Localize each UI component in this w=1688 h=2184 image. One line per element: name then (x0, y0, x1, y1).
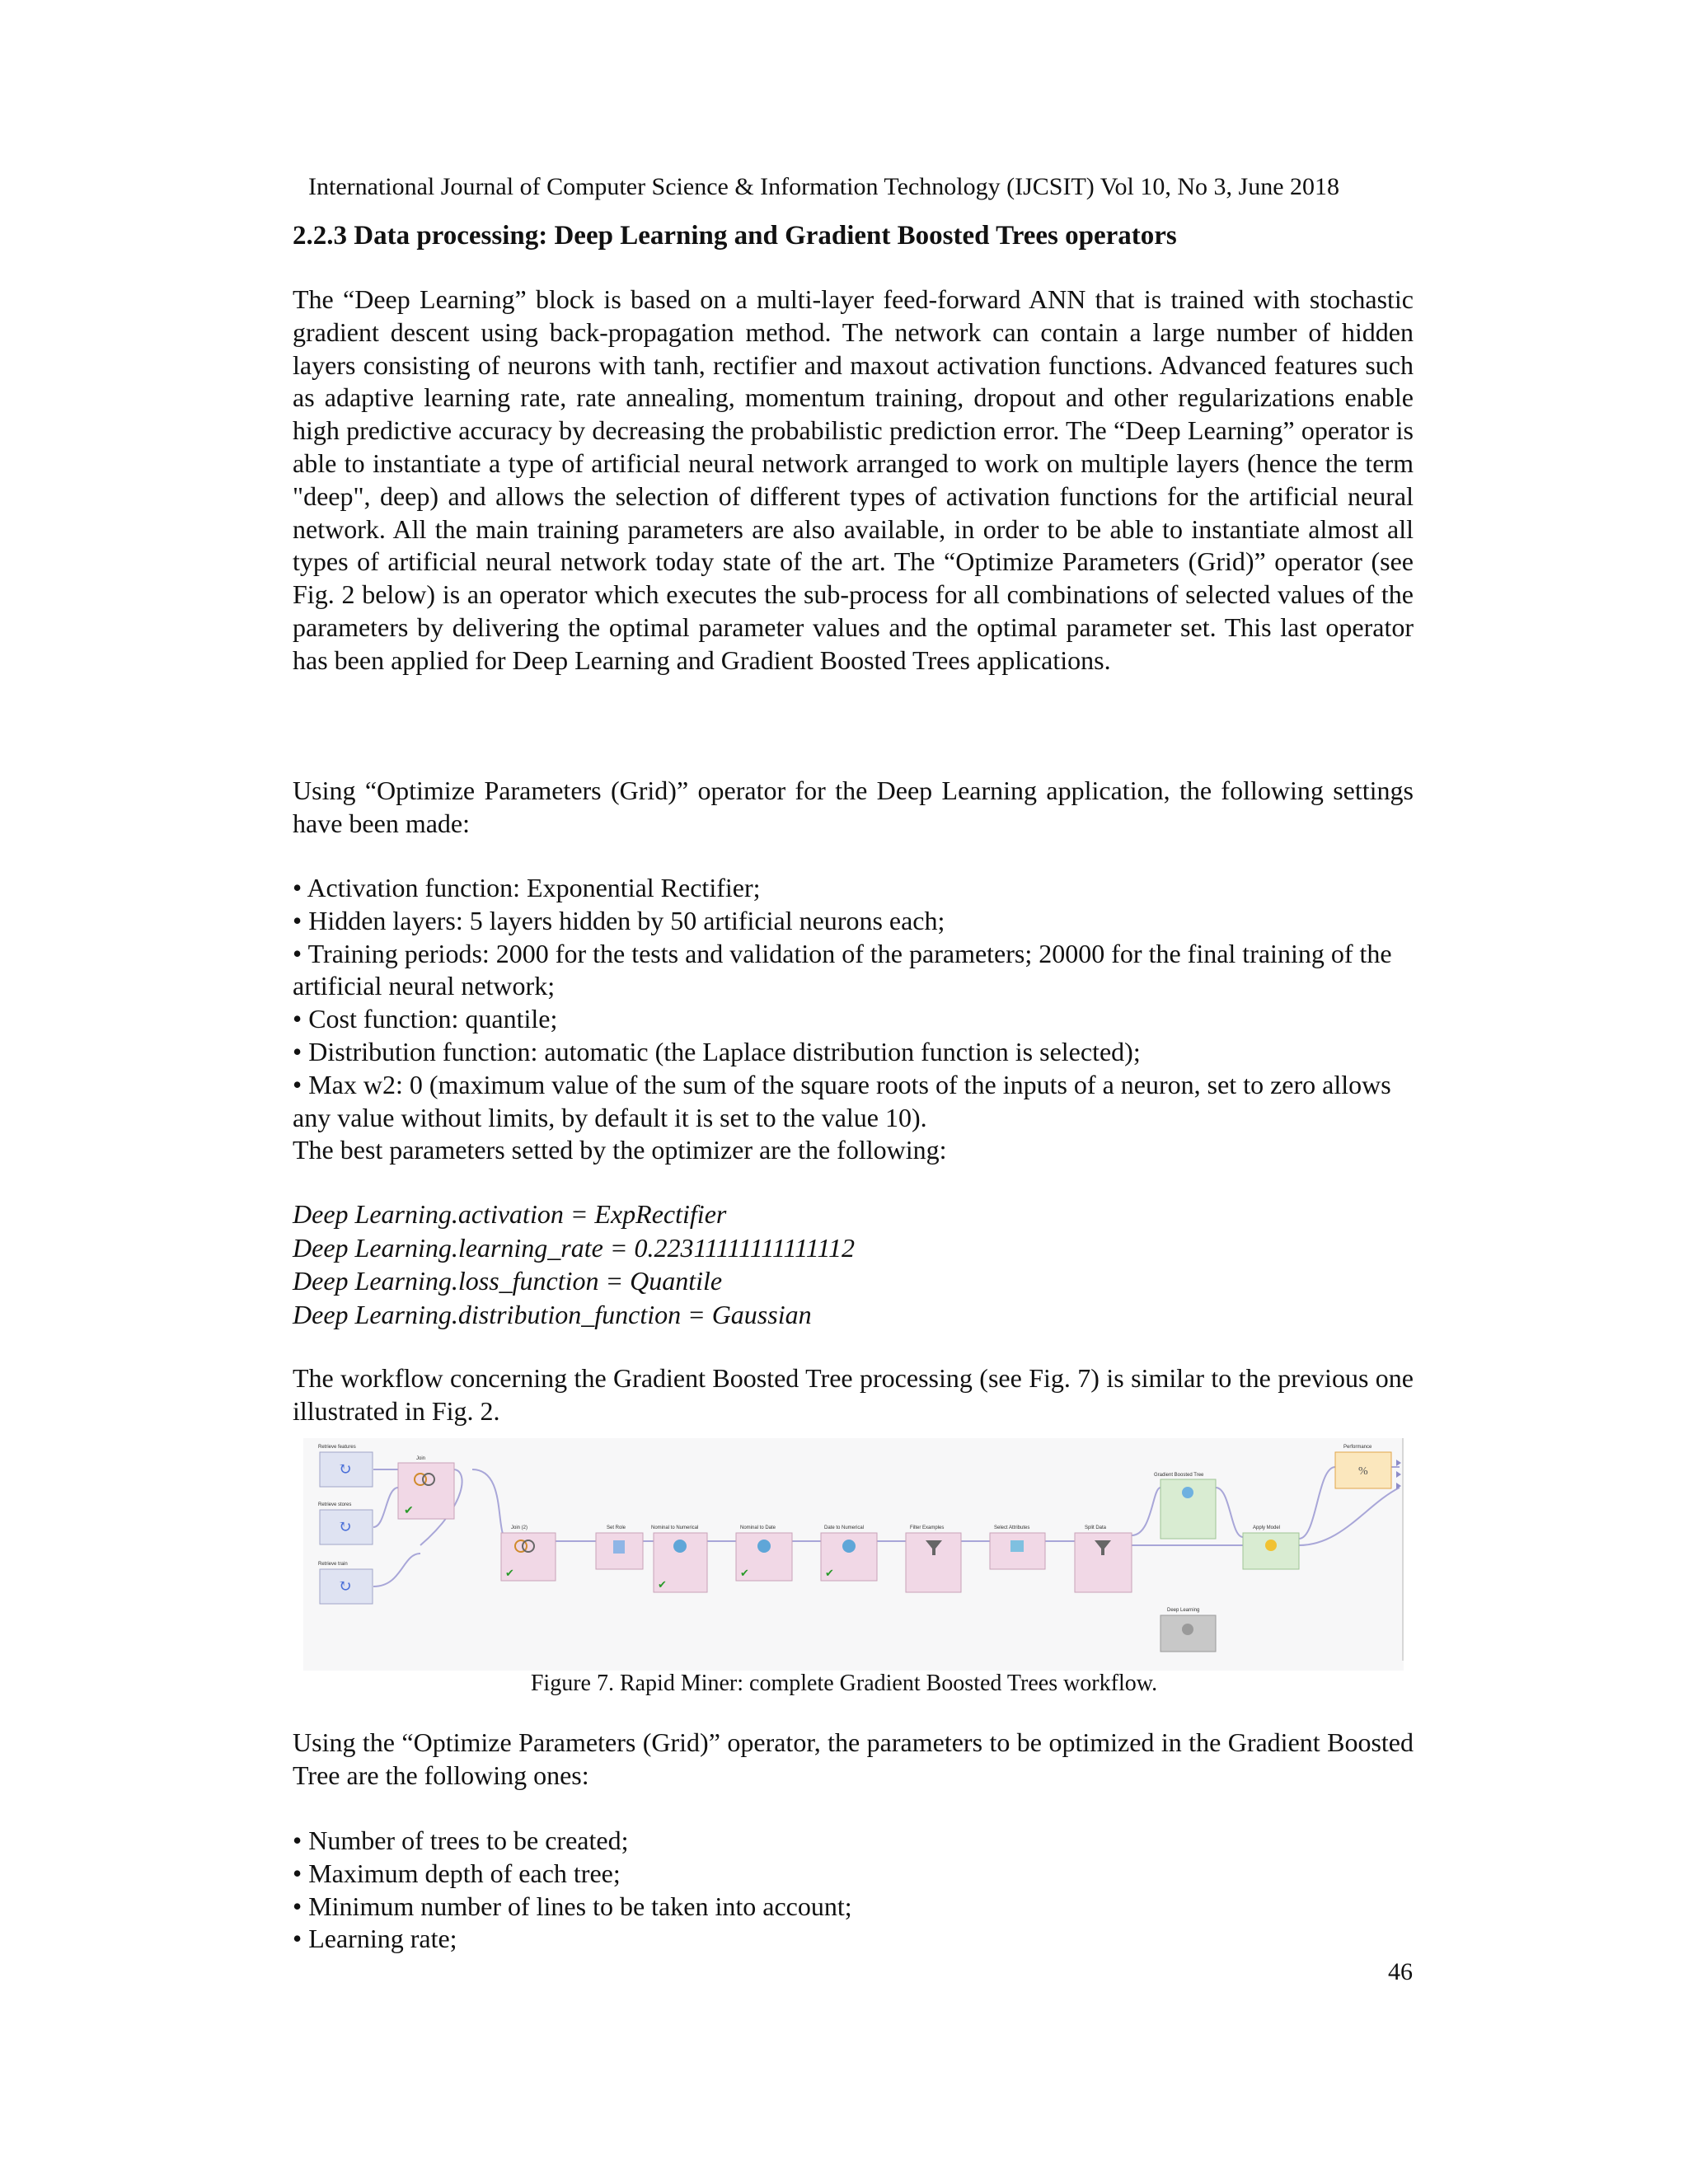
node-label: Retrieve train (318, 1562, 348, 1567)
node-nominal-to-numerical (651, 1526, 707, 1592)
node-label: Retrieve features (318, 1445, 356, 1450)
parameter-line: Deep Learning.loss_function = Quantile (293, 1266, 723, 1296)
paragraph-optimizer-settings: Using “Optimize Parameters (Grid)” operator for the Deep Learning application, the following settings have been made: (293, 776, 1414, 838)
node-label: Nominal to Numerical (651, 1526, 699, 1530)
apply-model-icon (1265, 1540, 1277, 1551)
connector (373, 1554, 420, 1586)
workflow-figure (303, 1438, 1404, 1671)
parameter-line: Deep Learning.distribution_function = Gaussian (293, 1299, 812, 1329)
connector (373, 1488, 398, 1527)
deep-learning-icon (1182, 1624, 1193, 1635)
node-label: Retrieve stores (318, 1502, 352, 1507)
list-item: • Minimum number of lines to be taken into account; (293, 1891, 852, 1921)
connector (1132, 1488, 1160, 1535)
paragraph-gbt-parameters: Using the “Optimize Parameters (Grid)” operator, the parameters to be optimized in the Gradient Boosted Tree are the following ones: (293, 1727, 1414, 1790)
node-split-data (1075, 1526, 1132, 1592)
set-role-icon (613, 1540, 625, 1554)
convert-icon (673, 1540, 687, 1553)
check-icon: ✔ (740, 1567, 749, 1579)
check-icon: ✔ (658, 1578, 667, 1591)
retrieve-icon: ↻ (338, 1460, 352, 1479)
connector (1216, 1488, 1243, 1537)
parameter-line: Deep Learning.activation = ExpRectifier (293, 1199, 727, 1229)
node-label: Filter Examples (910, 1526, 945, 1530)
node-label: Nominal to Date (740, 1526, 776, 1530)
figure-caption: Figure 7. Rapid Miner: complete Gradient Boosted Trees workflow. (530, 1671, 1158, 1696)
list-item: • Activation function: Exponential Rectifier; (293, 873, 761, 902)
list-item: • Max w2: 0 (maximum value of the sum of the square roots of the inputs of a neuron, set to zero allows any value without limits, by default it is set to the value 10). (293, 1069, 1391, 1132)
node-join (398, 1456, 454, 1519)
list-item: • Distribution function: automatic (the Laplace distribution function is selected); (293, 1036, 1141, 1066)
settings-list (293, 872, 1414, 1134)
node-nominal-to-date (736, 1526, 792, 1581)
node-retrieve-features (318, 1445, 373, 1487)
node-gradient-boosted-tree (1154, 1473, 1216, 1539)
list-item: • Hidden layers: 5 layers hidden by 50 artificial neurons each; (293, 905, 945, 935)
connector (1299, 1467, 1335, 1539)
node-filter-examples (906, 1526, 961, 1592)
check-icon: ✔ (825, 1567, 834, 1579)
list-item: • Training periods: 2000 for the tests and validation of the parameters; 20000 for the final training of the artificial neural network; (293, 938, 1392, 1001)
section-heading: 2.2.3 Data processing: Deep Learning and Gradient Boosted Trees operators (293, 221, 1177, 251)
list-item: • Learning rate; (293, 1924, 457, 1954)
node-apply-model (1243, 1526, 1299, 1569)
retrieve-icon: ↻ (338, 1577, 352, 1596)
node-select-attributes (990, 1526, 1045, 1569)
convert-icon (757, 1540, 771, 1553)
performance-icon: % (1358, 1465, 1368, 1478)
parameter-line: Deep Learning.learning_rate = 0.22311111111111112 (293, 1232, 855, 1263)
check-icon: ✔ (505, 1567, 514, 1579)
workflow-diagram (303, 1438, 1404, 1671)
list-item: • Cost function: quantile; (293, 1004, 558, 1034)
node-label: Set Role (607, 1526, 626, 1530)
convert-icon (842, 1540, 856, 1553)
columns-icon (1010, 1540, 1024, 1552)
node-performance (1335, 1445, 1391, 1488)
node-label: Apply Model (1253, 1526, 1281, 1530)
list-item: • Number of trees to be created; (293, 1825, 629, 1855)
node-retrieve-train (318, 1562, 373, 1604)
best-parameters-block (293, 1197, 855, 1331)
node-join-2 (501, 1526, 556, 1581)
paragraph-deep-learning: The “Deep Learning” block is based on a multi-layer feed-forward ANN that is trained with stochastic gradient descent using back-propagation method. The network can contain a large number of hidden layers consisting of neurons with tanh, rectifier and maxout activation functions. Advanced features such as adaptive learning rate, rate annealing, momentum training, dropout and other regularizations enable high predictive accuracy by decreasing the probabilistic prediction error. The “Deep Learning” operator is able to instantiate a type of artificial neural network arranged to work on multiple layers (hence the term "deep", deep) and allows the selection of different types of activation functions for the artificial neural network. All the main training parameters are also available, in order to be able to instantiate almost all types of artificial neural network today state of the art. The “Optimize Parameters (Grid)” operator (see Fig. 2 below) is an operator which executes the sub-process for all combinations of selected values of the parameters by delivering the optimal parameter values and the optimal parameter set. This last operator has been applied for Deep Learning and Gradient Boosted Trees applications. (293, 284, 1414, 675)
node-label: Gradient Boosted Tree (1154, 1473, 1204, 1478)
node-label: Select Attributes (994, 1526, 1030, 1530)
node-deep-learning (1160, 1608, 1216, 1652)
output-ports (1396, 1460, 1401, 1489)
gbt-parameter-list (293, 1825, 1414, 1956)
node-label: Join (2) (511, 1526, 528, 1530)
node-set-role (596, 1526, 643, 1569)
paragraph-workflow: The workflow concerning the Gradient Boosted Tree processing (see Fig. 7) is similar to the previous one illustrated in Fig. 2. (293, 1363, 1414, 1426)
node-retrieve-stores (318, 1502, 373, 1544)
node-label: Deep Learning (1167, 1608, 1200, 1613)
retrieve-icon: ↻ (338, 1518, 352, 1536)
node-label: Split Data (1085, 1526, 1107, 1530)
page-number: 46 (1388, 1958, 1413, 1985)
connector (472, 1469, 509, 1541)
check-icon: ✔ (404, 1505, 414, 1517)
running-head: International Journal of Computer Science & Information Technology (IJCSIT) Vol 10, No 3, June 2018 (308, 173, 1340, 200)
tree-icon (1182, 1487, 1193, 1498)
paragraph-best-parameters: The best parameters setted by the optimizer are the following: (293, 1135, 947, 1165)
list-item: • Maximum depth of each tree; (293, 1858, 621, 1888)
node-label: Performance (1343, 1445, 1372, 1450)
node-label: Date to Numerical (824, 1526, 865, 1530)
node-date-to-numerical (821, 1526, 877, 1581)
node-label: Join (416, 1456, 426, 1461)
